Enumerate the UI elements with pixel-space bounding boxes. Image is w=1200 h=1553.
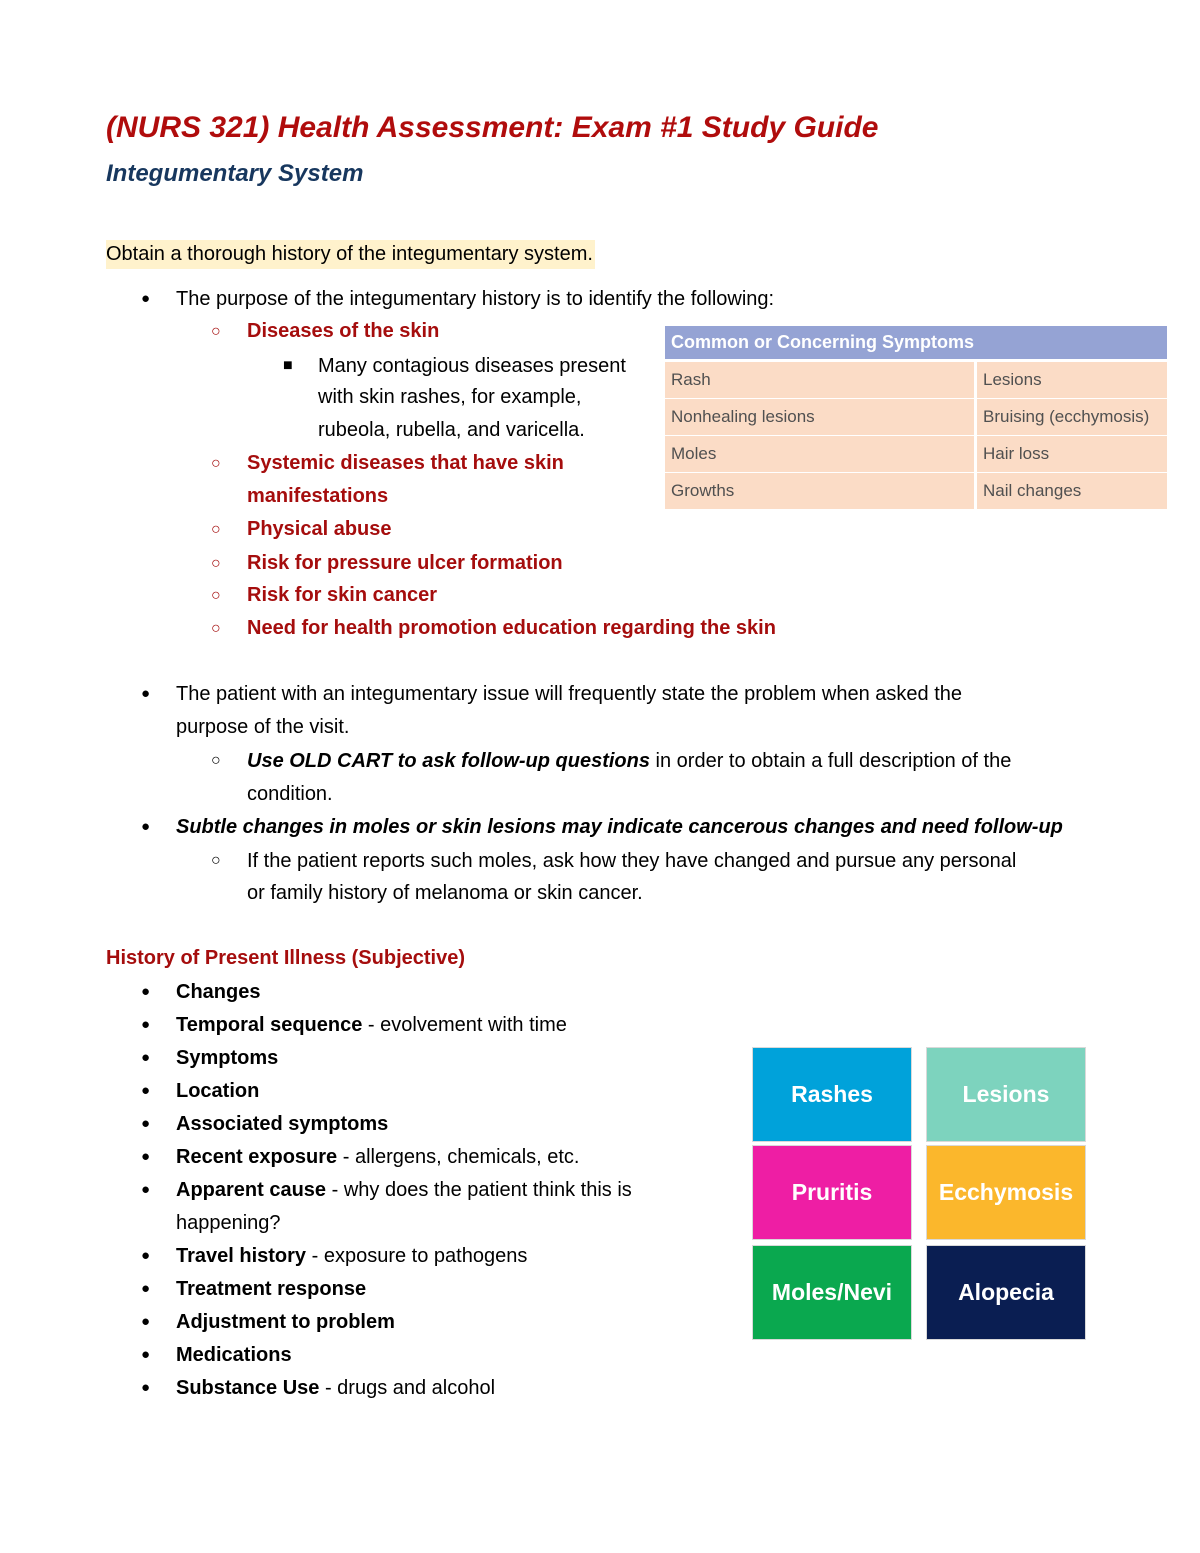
subtle-subitem-cont: or family history of melanoma or skin cancer. <box>247 882 643 904</box>
hpi-desc: happening? <box>176 1212 281 1234</box>
purpose-item-abuse: Physical abuse <box>247 518 392 540</box>
bullet-icon: ● <box>141 1280 151 1297</box>
table-cell: Nail changes <box>976 473 1168 510</box>
purpose-item-systemic: Systemic diseases that have skin <box>247 452 564 474</box>
table-row <box>665 399 1167 436</box>
table-cell: Moles <box>665 436 976 473</box>
tile-lesions: Lesions <box>927 1048 1085 1141</box>
purpose-subitem-line: rubeola, rubella, and varicella. <box>318 419 585 441</box>
bullet-icon: ● <box>141 685 151 702</box>
bullet-icon: ● <box>141 1148 151 1165</box>
purpose-item-skin-diseases: Diseases of the skin <box>247 320 440 342</box>
bullet-icon: ● <box>141 1016 151 1033</box>
subtle-subitem: If the patient reports such moles, ask how they have changed and pursue any personal <box>247 850 1017 872</box>
purpose-item-skin-cancer: Risk for skin cancer <box>247 584 438 606</box>
square-bullet-icon: ■ <box>283 357 293 374</box>
tile-ecchymosis: Ecchymosis <box>927 1146 1085 1239</box>
bullet-icon: ● <box>141 1313 151 1330</box>
bullet-icon: ● <box>141 983 151 1000</box>
bullet-icon: ● <box>141 1049 151 1066</box>
table-row <box>665 436 1167 473</box>
table-cell: Bruising (ecchymosis) <box>976 399 1168 436</box>
objective-highlight: Obtain a thorough history of the integumentary system. <box>106 240 595 269</box>
table-row <box>665 473 1167 510</box>
circle-bullet-icon: ○ <box>211 455 221 472</box>
hpi-term: Associated symptoms <box>176 1113 389 1135</box>
symptoms-table <box>665 326 1167 510</box>
hpi-term: Adjustment to problem <box>176 1311 395 1333</box>
purpose-subitem-line: with skin rashes, for example, <box>318 386 582 408</box>
hpi-term: Symptoms <box>176 1047 279 1069</box>
purpose-item-pressure-ulcer: Risk for pressure ulcer formation <box>247 552 563 574</box>
tile-rashes: Rashes <box>753 1048 911 1141</box>
symptoms-table-header: Common or Concerning Symptoms <box>665 326 1167 361</box>
hpi-term: Location <box>176 1080 260 1102</box>
hpi-desc: - allergens, chemicals, etc. <box>337 1146 580 1168</box>
oldcart-rest: in order to obtain a full description of the <box>650 750 1012 772</box>
bullet-icon: ● <box>141 1346 151 1363</box>
tile-alopecia: Alopecia <box>927 1246 1085 1339</box>
hpi-term: Recent exposure <box>176 1146 338 1168</box>
bullet-icon: ● <box>141 1247 151 1264</box>
hpi-term: Substance Use <box>176 1377 320 1399</box>
bullet-icon: ● <box>141 1115 151 1132</box>
table-cell: Hair loss <box>976 436 1168 473</box>
table-cell: Rash <box>665 361 976 399</box>
purpose-item-health-promotion: Need for health promotion education regarding the skin <box>247 617 776 639</box>
circle-bullet-icon: ○ <box>211 555 221 572</box>
document-title: (NURS 321) Health Assessment: Exam #1 Study Guide <box>106 111 879 144</box>
circle-bullet-icon: ○ <box>211 587 221 604</box>
hpi-heading: History of Present Illness (Subjective) <box>106 947 465 969</box>
hpi-desc: - exposure to pathogens <box>306 1245 528 1267</box>
hpi-term: Apparent cause <box>176 1179 327 1201</box>
hpi-term: Medications <box>176 1344 292 1366</box>
hpi-desc: - drugs and alcohol <box>319 1377 496 1399</box>
oldcart-line <box>247 746 1011 776</box>
table-cell: Growths <box>665 473 976 510</box>
circle-bullet-icon: ○ <box>211 620 221 637</box>
circle-bullet-icon: ○ <box>211 852 221 869</box>
bullet-icon: ● <box>141 1082 151 1099</box>
section-subtitle: Integumentary System <box>106 160 364 187</box>
bullet-icon: ● <box>141 290 151 307</box>
hpi-term: Treatment response <box>176 1278 367 1300</box>
oldcart-line-cont: condition. <box>247 783 333 805</box>
bullet-icon: ● <box>141 1379 151 1396</box>
purpose-subitem-line: Many contagious diseases present <box>318 355 626 377</box>
hpi-term: Changes <box>176 981 261 1003</box>
hpi-term: Travel history <box>176 1245 307 1267</box>
oldcart-emphasis: Use OLD CART to ask follow-up questions <box>247 750 650 772</box>
hpi-desc: - why does the patient think this is <box>326 1179 632 1201</box>
bullet-icon: ● <box>141 1181 151 1198</box>
circle-bullet-icon: ○ <box>211 752 221 769</box>
circle-bullet-icon: ○ <box>211 323 221 340</box>
table-cell: Nonhealing lesions <box>665 399 976 436</box>
subtle-changes: Subtle changes in moles or skin lesions may indicate cancerous changes and need follow-up <box>176 816 1063 838</box>
tile-moles-nevi: Moles/Nevi <box>753 1246 911 1339</box>
hpi-desc: - evolvement with time <box>362 1014 567 1036</box>
patient-statement: The patient with an integumentary issue will frequently state the problem when asked the <box>176 683 962 705</box>
hpi-term: Temporal sequence <box>176 1014 363 1036</box>
purpose-item-systemic-cont: manifestations <box>247 485 389 507</box>
bullet-icon: ● <box>141 818 151 835</box>
tile-pruritis: Pruritis <box>753 1146 911 1239</box>
table-row <box>665 361 1167 399</box>
purpose-intro: The purpose of the integumentary history is to identify the following: <box>176 288 775 310</box>
patient-statement-cont: purpose of the visit. <box>176 716 350 738</box>
table-cell: Lesions <box>976 361 1168 399</box>
circle-bullet-icon: ○ <box>211 521 221 538</box>
